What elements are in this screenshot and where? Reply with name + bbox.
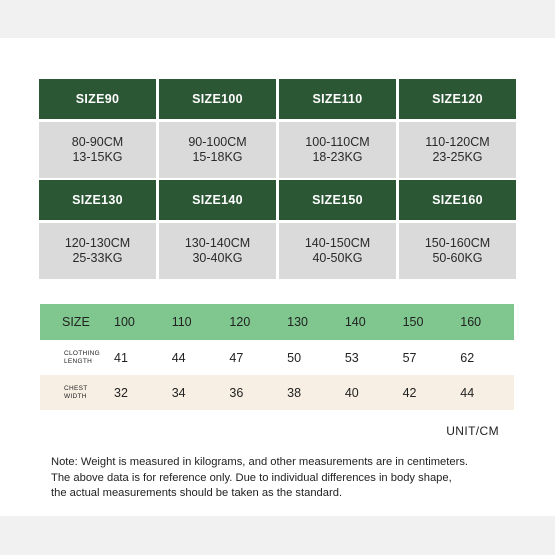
size-card-height: 140-150CM bbox=[304, 236, 371, 250]
size-card-weight: 18-23KG bbox=[312, 150, 363, 164]
size-card-weight: 23-25KG bbox=[432, 150, 483, 164]
table-header-size: 130 bbox=[287, 315, 308, 329]
size-card bbox=[159, 180, 276, 279]
note-line: Note: Weight is measured in kilograms, and other measurements are in centimeters. bbox=[51, 456, 469, 468]
table-cell: 53 bbox=[344, 350, 359, 365]
size-card-body bbox=[279, 122, 396, 178]
size-card-height: 150-160CM bbox=[424, 236, 491, 250]
note-line: The above data is for reference only. Due to individual differences in body shape, bbox=[51, 471, 452, 484]
size-chart-sheet bbox=[0, 38, 555, 516]
size-card-grid-bottom bbox=[39, 180, 516, 279]
size-card-body bbox=[39, 223, 156, 279]
size-card-title: SIZE120 bbox=[399, 79, 516, 119]
table-row-label bbox=[40, 385, 110, 401]
size-card-height: 90-100CM bbox=[188, 135, 247, 149]
size-card bbox=[39, 79, 156, 178]
table-header-size: 110 bbox=[171, 315, 192, 329]
table-row-label bbox=[40, 350, 110, 366]
table-cell: 40 bbox=[344, 385, 359, 400]
table-cell: 44 bbox=[171, 350, 186, 365]
measurement-table bbox=[40, 304, 514, 410]
table-header-size: 140 bbox=[344, 315, 366, 329]
size-card bbox=[279, 79, 396, 178]
size-card bbox=[159, 79, 276, 178]
table-cell: 34 bbox=[171, 385, 186, 400]
table-header-label: SIZE bbox=[62, 315, 90, 329]
size-card-title: SIZE90 bbox=[39, 79, 156, 119]
size-card-weight: 50-60KG bbox=[432, 251, 483, 265]
note-text bbox=[51, 455, 531, 502]
note-line: the actual measurements should be taken as the standard. bbox=[51, 487, 343, 499]
table-header-size: 160 bbox=[460, 315, 482, 329]
table-cell: 62 bbox=[460, 350, 475, 365]
table-cell: 32 bbox=[114, 385, 128, 400]
size-card-body bbox=[279, 223, 396, 279]
table-cell: 47 bbox=[229, 350, 244, 365]
table-header-size: 100 bbox=[114, 315, 135, 329]
size-card-title: SIZE100 bbox=[159, 79, 276, 119]
size-card-weight: 25-33KG bbox=[72, 251, 123, 265]
table-cell: 41 bbox=[114, 350, 128, 365]
row-label-line: CLOTHING bbox=[64, 349, 100, 357]
table-cell: 42 bbox=[402, 385, 417, 400]
table-row bbox=[40, 375, 514, 410]
size-card-height: 120-130CM bbox=[64, 236, 131, 250]
size-card-body bbox=[159, 122, 276, 178]
row-label-line: WIDTH bbox=[64, 392, 87, 400]
size-card-body bbox=[39, 122, 156, 178]
size-card-height: 80-90CM bbox=[71, 135, 124, 149]
row-label-line: CHEST bbox=[64, 384, 88, 392]
size-card-height: 130-140CM bbox=[184, 236, 251, 250]
size-card-title: SIZE150 bbox=[279, 180, 396, 220]
size-card-title: SIZE140 bbox=[159, 180, 276, 220]
table-cell: 38 bbox=[287, 385, 302, 400]
table-row bbox=[40, 340, 514, 375]
size-card bbox=[399, 79, 516, 178]
size-card-title: SIZE130 bbox=[39, 180, 156, 220]
size-card-height: 100-110CM bbox=[305, 135, 370, 149]
size-card bbox=[279, 180, 396, 279]
table-cell: 44 bbox=[460, 385, 475, 400]
size-card-weight: 15-18KG bbox=[192, 150, 243, 164]
size-card-weight: 13-15KG bbox=[72, 150, 123, 164]
size-card bbox=[399, 180, 516, 279]
size-card-title: SIZE160 bbox=[399, 180, 516, 220]
size-card-body bbox=[399, 122, 516, 178]
table-header-size: 150 bbox=[402, 315, 424, 329]
unit-label: UNIT/CM bbox=[446, 424, 499, 438]
size-card-height: 110-120CM bbox=[425, 135, 490, 149]
size-card-weight: 40-50KG bbox=[312, 251, 363, 265]
size-card-body bbox=[159, 223, 276, 279]
table-cell: 57 bbox=[402, 350, 417, 365]
size-card bbox=[39, 180, 156, 279]
size-card-title: SIZE110 bbox=[279, 79, 396, 119]
size-card-body bbox=[399, 223, 516, 279]
row-label-line: LENGTH bbox=[64, 357, 93, 365]
table-header-row bbox=[40, 304, 514, 340]
table-cell: 50 bbox=[287, 350, 302, 365]
table-cell: 36 bbox=[229, 385, 244, 400]
table-header-size: 120 bbox=[229, 315, 251, 329]
size-card-grid-top bbox=[39, 79, 516, 178]
size-card-weight: 30-40KG bbox=[192, 251, 243, 265]
